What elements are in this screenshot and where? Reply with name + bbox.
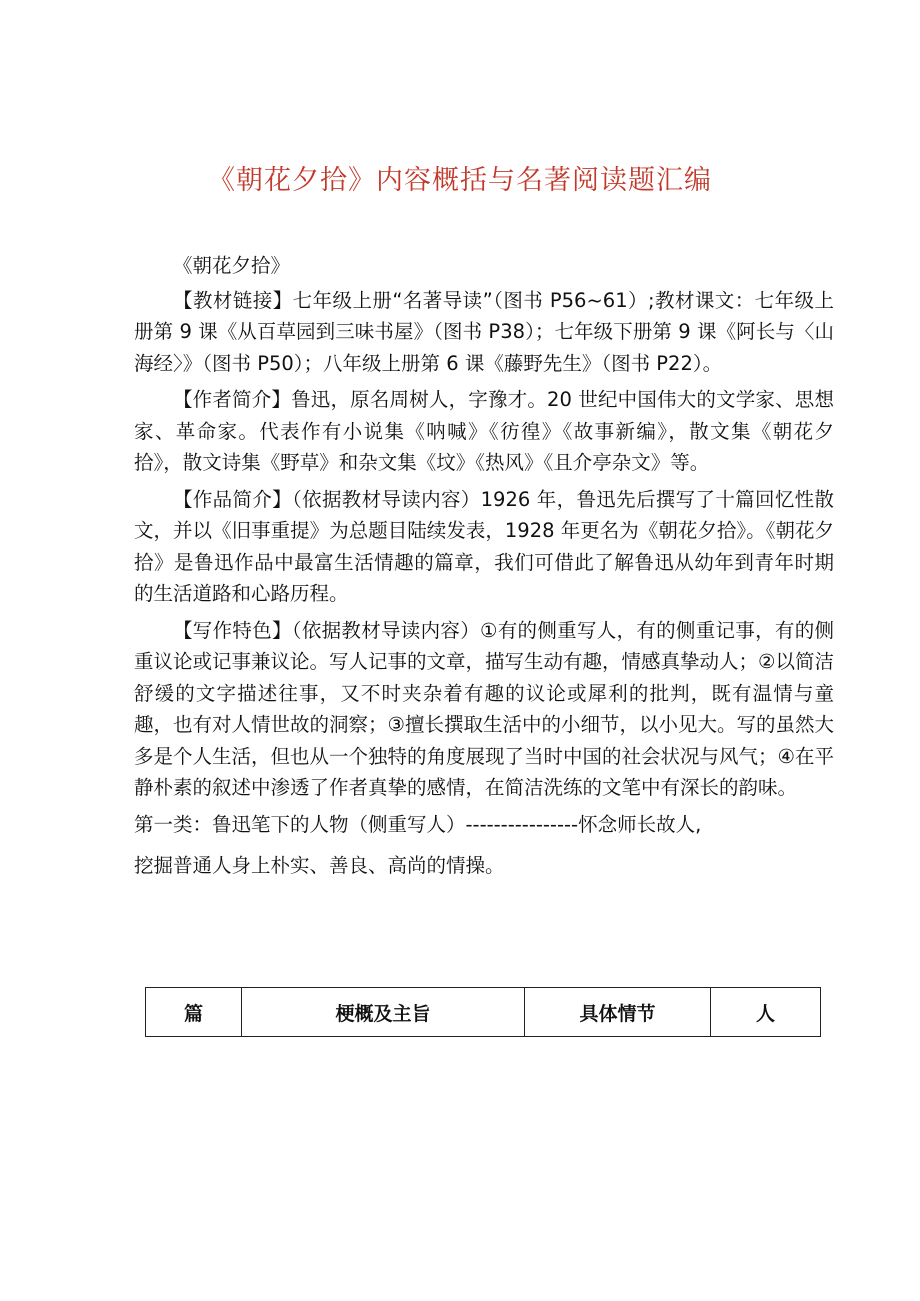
category-line-1: 第一类：鲁迅笔下的人物（侧重写人）----------------怀念师长故人,: [134, 812, 702, 836]
document-title: 《朝花夕拾》内容概括与名著阅读题汇编: [208, 165, 712, 196]
table-header-row: [146, 988, 821, 1037]
header-cell-person: 人: [711, 988, 821, 1037]
writing-features-paragraph: 【写作特色】（依据教材导读内容）①有的侧重写人，有的侧重记事，有的侧重议论或记事兼议论。写人记事的文章，描写生动有趣，情感真挚动人；②以简洁舒缓的文字描述往事，又不时夹杂着有趣的议论或犀利的批判，既有温情与童趣，也有对人情世故的洞察；③擅长撰取生活中的小细节，以小见大。写的虽然大多是个人生活，但也从一个独特的角度展现了当时中国的社会状况与风气；④在平静朴素的叙述中渗透了作者真挚的感情，在简洁洗练的文笔中有深长的韵味。: [134, 618, 834, 799]
textbook-link-paragraph: 【教材链接】七年级上册“名著导读”（图书 P56~61）;教材课文：七年级上册第 9 课《从百草园到三味书屋》（图书 P38）；七年级下册第 9 课《阿长与〈山海经〉》（图书 P50）；八年级上册第 6 课《藤野先生》（图书 P22）。: [134, 288, 834, 375]
category-line-2: 挖掘普通人身上朴实、善良、高尚的情操。: [134, 854, 505, 877]
header-cell-plot: 具体情节: [525, 988, 711, 1037]
work-intro-paragraph: 【作品简介】（依据教材导读内容）1926 年，鲁迅先后撰写了十篇回忆性散文，并以《旧事重提》为总题目陆续发表，1928 年更名为《朝花夕拾》。《朝花夕拾》是鲁迅作品中最富生活情趣的篇章，我们可借此了解鲁迅从幼年到青年时期的生活道路和心路历程。: [134, 487, 834, 605]
book-heading: 《朝花夕拾》: [173, 254, 291, 277]
document-body: [134, 250, 834, 882]
author-intro-paragraph: 【作者简介】鲁迅，原名周树人，字豫才。20 世纪中国伟大的文学家、思想家、革命家。代表作有小说集《呐喊》《彷徨》《故事新编》，散文集《朝花夕拾》，散文诗集《野草》和杂文集《坟》《热风》《且介亭杂文》等。: [134, 388, 834, 474]
header-cell-summary: 梗概及主旨: [242, 988, 525, 1037]
works-table: [145, 987, 821, 1037]
header-cell-title: 篇: [146, 988, 242, 1037]
